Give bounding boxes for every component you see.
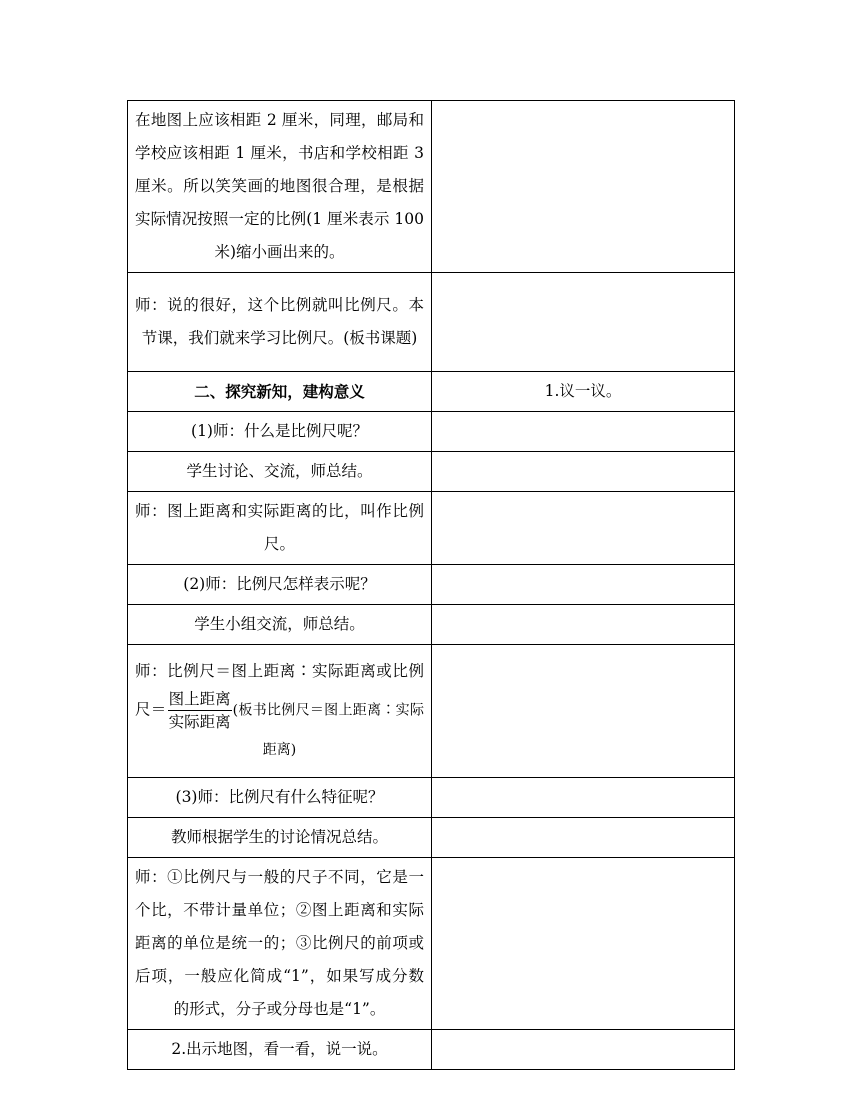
table-row — [128, 273, 735, 372]
teaching-process-cell: 教师根据学生的讨论情况总结。 — [128, 818, 432, 858]
fraction — [168, 688, 232, 733]
design-intent-cell — [432, 1030, 735, 1070]
table-row — [128, 565, 735, 605]
lesson-plan-table — [127, 100, 735, 1070]
table-row — [128, 858, 735, 1030]
table-row — [128, 492, 735, 565]
table-row — [128, 372, 735, 412]
teaching-process-cell: 2.出示地图，看一看，说一说。 — [128, 1030, 432, 1070]
design-intent-cell — [432, 492, 735, 565]
teaching-process-cell — [128, 645, 432, 778]
design-intent-cell: 1.议一议。 — [432, 372, 735, 412]
design-intent-cell — [432, 565, 735, 605]
teaching-process-cell: 师：图上距离和实际距离的比，叫作比例尺。 — [128, 492, 432, 565]
design-intent-cell — [432, 452, 735, 492]
teaching-process-cell: 师：说的很好，这个比例就叫比例尺。本节课，我们就来学习比例尺。(板书课题) — [128, 273, 432, 372]
table-row — [128, 452, 735, 492]
design-intent-cell — [432, 273, 735, 372]
table-row — [128, 645, 735, 778]
design-intent-cell — [432, 645, 735, 778]
teaching-process-cell: 学生小组交流，师总结。 — [128, 605, 432, 645]
section-heading-cell: 二、探究新知，建构意义 — [128, 372, 432, 412]
teaching-process-cell: 师：①比例尺与一般的尺子不同，它是一个比，不带计量单位；②图上距离和实际距离的单位是统一的；③比例尺的前项或后项，一般应化简成“1”，如果写成分数的形式，分子或分母也是“1”。 — [128, 858, 432, 1030]
design-intent-cell — [432, 412, 735, 452]
design-intent-cell — [432, 858, 735, 1030]
table-row — [128, 778, 735, 818]
table-row — [128, 412, 735, 452]
fraction-denominator: 实际距离 — [168, 713, 231, 731]
fraction-numerator: 图上距离 — [168, 688, 232, 711]
teaching-process-cell: (3)师：比例尺有什么特征呢？ — [128, 778, 432, 818]
design-intent-cell — [432, 818, 735, 858]
design-intent-cell — [432, 778, 735, 818]
design-intent-cell — [432, 101, 735, 273]
table-row — [128, 101, 735, 273]
board-note: (板书比例尺＝图上距离∶实际距离) — [232, 702, 424, 758]
table-row — [128, 605, 735, 645]
teaching-process-cell: 学生讨论、交流，师总结。 — [128, 452, 432, 492]
table-row — [128, 1030, 735, 1070]
design-intent-cell — [432, 605, 735, 645]
teaching-process-cell: 在地图上应该相距 2 厘米，同理，邮局和学校应该相距 1 厘米，书店和学校相距 3 厘米。所以笑笑画的地图很合理，是根据实际情况按照一定的比例(1 厘米表示 100 米)缩小画出来的。 — [128, 101, 432, 273]
teaching-process-cell: (1)师：什么是比例尺呢？ — [128, 412, 432, 452]
teaching-process-cell: (2)师：比例尺怎样表示呢？ — [128, 565, 432, 605]
table-row — [128, 818, 735, 858]
formula-text: 师：比例尺＝图上距离∶实际距离或比例尺＝ — [135, 662, 424, 719]
